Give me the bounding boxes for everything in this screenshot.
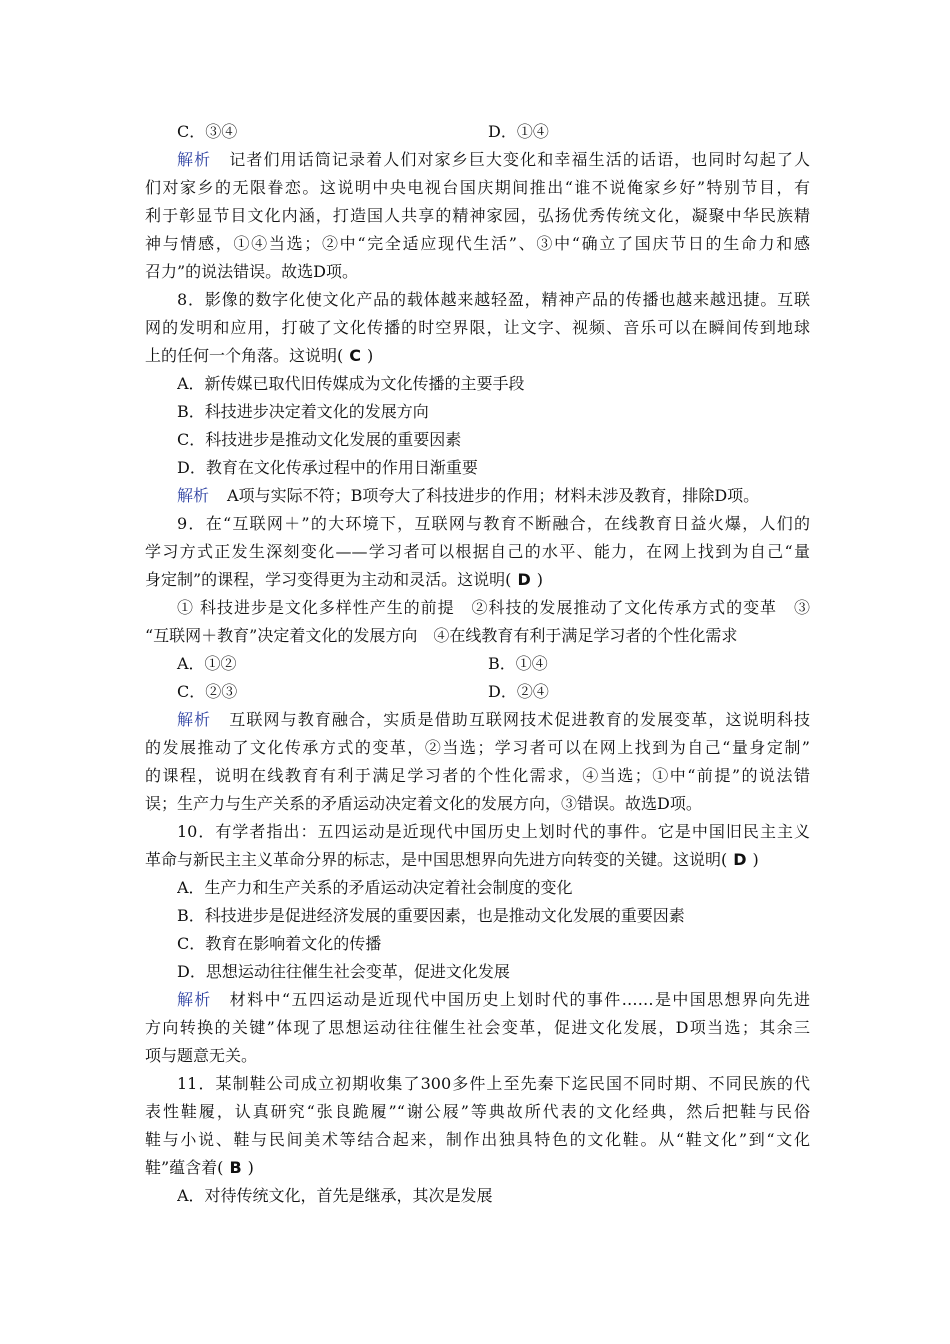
q11-stem-line-4: 鞋”蕴含着( B ) [145, 1158, 254, 1177]
q9-option-a: A．①② [177, 654, 237, 673]
q8-option-d: D．教育在文化传承过程中的作用日渐重要 [177, 458, 478, 477]
q9-analysis-line-3: 的课程，说明在线教育有利于满足学习者的个性化需求，④当选；①中“前提”的说法错 [145, 766, 810, 785]
q9-stem-line-2: 学习方式正发生深刻变化——学习者可以根据自己的水平、能力，在网上找到为自己“量 [145, 542, 810, 561]
analysis-label: 解析 [177, 710, 212, 729]
q9-stem-line-1: 9．在“互联网＋”的大环境下，互联网与教育不断融合，在线教育日益火爆，人们的 [177, 514, 810, 533]
q8-answer: C [349, 346, 361, 365]
q9-option-c: C．②③ [177, 682, 238, 701]
analysis-label: 解析 [177, 990, 212, 1009]
q7-analysis-line-2: 们对家乡的无限眷恋。这说明中央电视台国庆期间推出“谁不说俺家乡好”特别节目，有 [145, 178, 810, 197]
q9-items-line-2: “互联网＋教育”决定着文化的发展方向 ④在线教育有利于满足学习者的个性化需求 [145, 626, 738, 645]
q10-option-d: D．思想运动往往催生社会变革，促进文化发展 [177, 962, 510, 981]
q9-analysis-line-1: 解析 互联网与教育融合，实质是借助互联网技术促进教育的发展变革，这说明科技 [177, 710, 810, 729]
q7-analysis-line-4: 神与情感，①④当选；②中“完全适应现代生活”、③中“确立了国庆节日的生命力和感 [145, 234, 810, 253]
q9-stem-line-3: 身定制”的课程，学习变得更为主动和灵活。这说明( D ) [145, 570, 543, 589]
q11-option-a: A．对待传统文化，首先是继承，其次是发展 [177, 1186, 493, 1205]
q8-stem-line-3: 上的任何一个角落。这说明( C ) [145, 346, 374, 365]
q11-stem-line-3: 鞋与小说、鞋与民间美术等结合起来，制作出独具特色的文化鞋。从“鞋文化”到“文化 [145, 1130, 810, 1149]
q8-option-b: B．科技进步决定着文化的发展方向 [177, 402, 429, 421]
q11-stem-line-1: 11．某制鞋公司成立初期收集了300多件上至先秦下迄民国不同时期、不同民族的代 [177, 1074, 810, 1093]
q10-analysis-line-1: 解析 材料中“五四运动是近现代中国历史上划时代的事件……是中国思想界向先进 [177, 990, 810, 1009]
q8-option-a: A．新传媒已取代旧传媒成为文化传播的主要手段 [177, 374, 525, 393]
q9-answer: D [517, 570, 531, 589]
q10-option-a: A．生产力和生产关系的矛盾运动决定着社会制度的变化 [177, 878, 573, 897]
analysis-label: 解析 [177, 150, 212, 169]
q11-answer: B [229, 1158, 242, 1177]
q10-stem-line-1: 10．有学者指出：五四运动是近现代中国历史上划时代的事件。它是中国旧民主主义 [177, 822, 810, 841]
q9-analysis-line-2: 的发展推动了文化传承方式的变革，②当选；学习者可以在网上找到为自己“量身定制” [145, 738, 810, 757]
q7-analysis-line-1: 解析 记者们用话筒记录着人们对家乡巨大变化和幸福生活的话语，也同时勾起了人 [177, 150, 810, 169]
q10-stem-line-2: 革命与新民主主义革命分界的标志，是中国思想界向先进方向转变的关键。这说明( D ) [145, 850, 759, 869]
q10-option-b: B．科技进步是促进经济发展的重要因素，也是推动文化发展的重要因素 [177, 906, 685, 925]
q10-answer: D [733, 850, 747, 869]
q9-option-d: D．②④ [488, 682, 549, 701]
q10-analysis-line-3: 项与题意无关。 [145, 1046, 258, 1065]
q9-analysis-line-4: 误；生产力与生产关系的矛盾运动决定着文化的发展方向，③错误。故选D项。 [145, 794, 702, 813]
q8-option-c: C．科技进步是推动文化发展的重要因素 [177, 430, 462, 449]
q8-analysis: 解析 A项与实际不符；B项夸大了科技进步的作用；材料未涉及教育，排除D项。 [177, 486, 760, 505]
analysis-label: 解析 [177, 486, 210, 505]
q8-stem-line-2: 网的发明和应用，打破了文化传播的时空界限，让文字、视频、音乐可以在瞬间传到地球 [145, 318, 810, 337]
q9-items-line-1: ① 科技进步是文化多样性产生的前提 ②科技的发展推动了文化传承方式的变革 ③ [177, 598, 810, 617]
q7-option-c: C．③④ [177, 122, 238, 141]
q7-analysis-line-3: 利于彰显节目文化内涵，打造国人共享的精神家园，弘扬优秀传统文化，凝聚中华民族精 [145, 206, 810, 225]
q9-option-b: B．①④ [488, 654, 548, 673]
q7-option-d: D．①④ [488, 122, 549, 141]
q10-option-c: C．教育在影响着文化的传播 [177, 934, 382, 953]
q8-stem-line-1: 8．影像的数字化使文化产品的载体越来越轻盈，精神产品的传播也越来越迅捷。互联 [177, 290, 810, 309]
q11-stem-line-2: 表性鞋履，认真研究“张良跪履”“谢公屐”等典故所代表的文化经典，然后把鞋与民俗 [145, 1102, 810, 1121]
q7-analysis-line-5: 召力”的说法错误。故选D项。 [145, 262, 359, 281]
q10-analysis-line-2: 方向转换的关键”体现了思想运动往往催生社会变革，促进文化发展，D项当选；其余三 [145, 1018, 810, 1037]
